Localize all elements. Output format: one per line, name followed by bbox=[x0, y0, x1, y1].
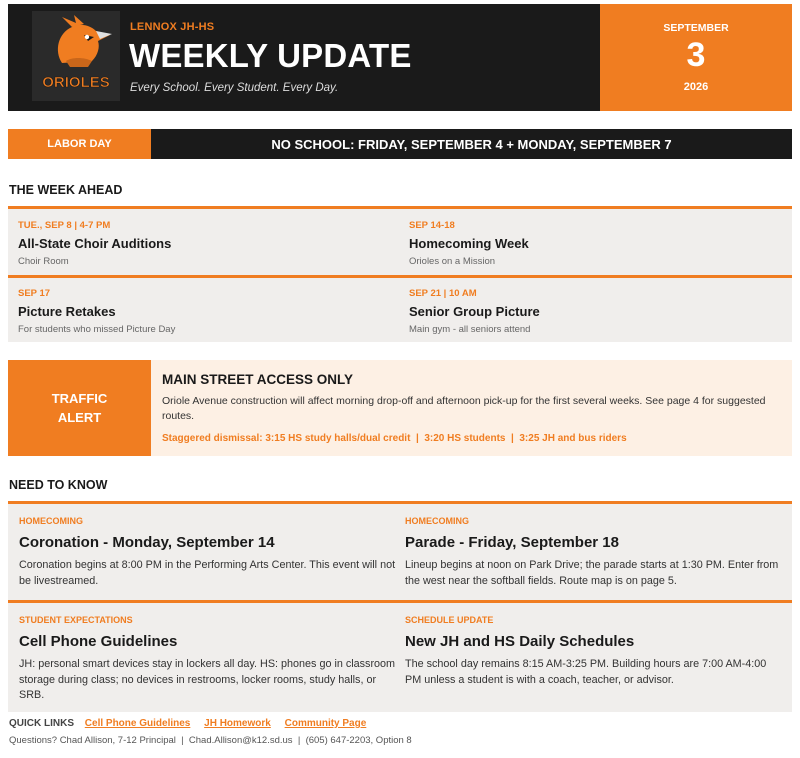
week-ahead-heading: THE WEEK AHEAD bbox=[9, 183, 123, 197]
info-card bbox=[405, 615, 783, 688]
info-body: The school day remains 8:15 AM-3:25 PM. Building hours are 7:00 AM-4:00 PM unless a student is with a coach, teacher, or advisor. bbox=[405, 658, 767, 686]
traffic-alert-tag bbox=[8, 360, 151, 456]
event-date: SEP 14-18 bbox=[409, 220, 455, 231]
page-title: WEEKLY UPDATE bbox=[129, 37, 412, 74]
oriole-bird-icon bbox=[32, 11, 120, 101]
event-date: SEP 17 bbox=[18, 288, 51, 299]
need-to-know-grid bbox=[8, 501, 792, 712]
event-date: TUE., SEP 8 | 4-7 PM bbox=[18, 220, 111, 231]
info-body: Coronation begins at 8:00 PM in the Performing Arts Center. This event will not be livestreamed. bbox=[19, 559, 396, 587]
event-subtitle: Choir Room bbox=[18, 256, 69, 267]
event-title: Senior Group Picture bbox=[409, 304, 540, 319]
event-card bbox=[409, 220, 789, 267]
traffic-tag-line1: TRAFFIC bbox=[51, 391, 108, 406]
row-divider bbox=[8, 275, 792, 278]
info-tag: HOMECOMING bbox=[19, 516, 83, 526]
newsletter-header bbox=[8, 4, 792, 111]
svg-text:ORIOLES: ORIOLES bbox=[42, 74, 110, 91]
info-card bbox=[19, 516, 397, 589]
quick-links-label: QUICK LINKS bbox=[9, 718, 74, 729]
week-ahead-grid bbox=[8, 206, 792, 342]
info-title: Parade - Friday, September 18 bbox=[405, 534, 619, 551]
orioles-logo bbox=[32, 11, 120, 101]
info-body: JH: personal smart devices stay in lockers all day. HS: phones go in classroom storage during class; no devices in restrooms, locker rooms, study halls, or SRB. bbox=[19, 658, 396, 701]
info-card bbox=[19, 615, 397, 704]
event-title: Picture Retakes bbox=[18, 304, 116, 319]
link-community-page[interactable]: Community Page bbox=[284, 718, 367, 729]
issue-day: 3 bbox=[686, 36, 706, 74]
traffic-title: MAIN STREET ACCESS ONLY bbox=[162, 372, 354, 387]
event-subtitle: For students who missed Picture Day bbox=[18, 324, 176, 335]
tagline: Every School. Every Student. Every Day. bbox=[130, 82, 339, 94]
info-tag: SCHEDULE UPDATE bbox=[405, 615, 494, 625]
quick-links bbox=[9, 718, 377, 729]
event-subtitle: Orioles on a Mission bbox=[409, 256, 496, 267]
info-tag: STUDENT EXPECTATIONS bbox=[19, 615, 133, 625]
banner-tag: LABOR DAY bbox=[8, 129, 151, 159]
info-title: New JH and HS Daily Schedules bbox=[405, 633, 635, 650]
event-title: Homecoming Week bbox=[409, 236, 529, 251]
info-card bbox=[405, 516, 783, 589]
event-card bbox=[409, 288, 789, 335]
banner-text: NO SCHOOL: FRIDAY, SEPTEMBER 4 + MONDAY, SEPTEMBER 7 bbox=[271, 136, 672, 152]
link-cell-phone-guidelines[interactable]: Cell Phone Guidelines bbox=[84, 718, 191, 729]
issue-month: SEPTEMBER bbox=[663, 22, 729, 34]
info-tag: HOMECOMING bbox=[405, 516, 469, 526]
school-name: LENNOX JH-HS bbox=[130, 21, 215, 33]
info-title: Coronation - Monday, September 14 bbox=[19, 534, 275, 551]
issue-date-box bbox=[600, 4, 792, 111]
info-body: Lineup begins at noon on Park Drive; the parade starts at 1:30 PM. Enter from the west near the softball fields. Route map is on page 5. bbox=[405, 559, 779, 587]
event-card bbox=[18, 288, 398, 335]
issue-year: 2026 bbox=[683, 81, 709, 93]
labor-day-banner bbox=[8, 129, 792, 159]
event-date: SEP 21 | 10 AM bbox=[409, 288, 477, 299]
dismissal-times: Staggered dismissal: 3:15 HS study halls/dual credit | 3:20 HS students | 3:25 JH and bus riders bbox=[162, 433, 627, 444]
traffic-alert bbox=[8, 360, 792, 456]
info-title: Cell Phone Guidelines bbox=[19, 633, 178, 650]
contact-info: Questions? Chad Allison, 7-12 Principal | Chad.Allison@k12.sd.us | (605) 647-2203, Option 8 bbox=[9, 735, 412, 746]
event-subtitle: Main gym - all seniors attend bbox=[409, 324, 531, 335]
event-title: All-State Choir Auditions bbox=[18, 236, 172, 251]
traffic-body: Oriole Avenue construction will affect morning drop-off and afternoon pick-up for the first several weeks. See page 4 for suggested routes. bbox=[162, 395, 766, 422]
event-card bbox=[18, 220, 398, 267]
need-to-know-heading: NEED TO KNOW bbox=[9, 478, 108, 492]
link-jh-homework[interactable]: JH Homework bbox=[204, 718, 271, 729]
traffic-tag-line2: ALERT bbox=[57, 410, 102, 425]
row-divider bbox=[8, 600, 792, 603]
